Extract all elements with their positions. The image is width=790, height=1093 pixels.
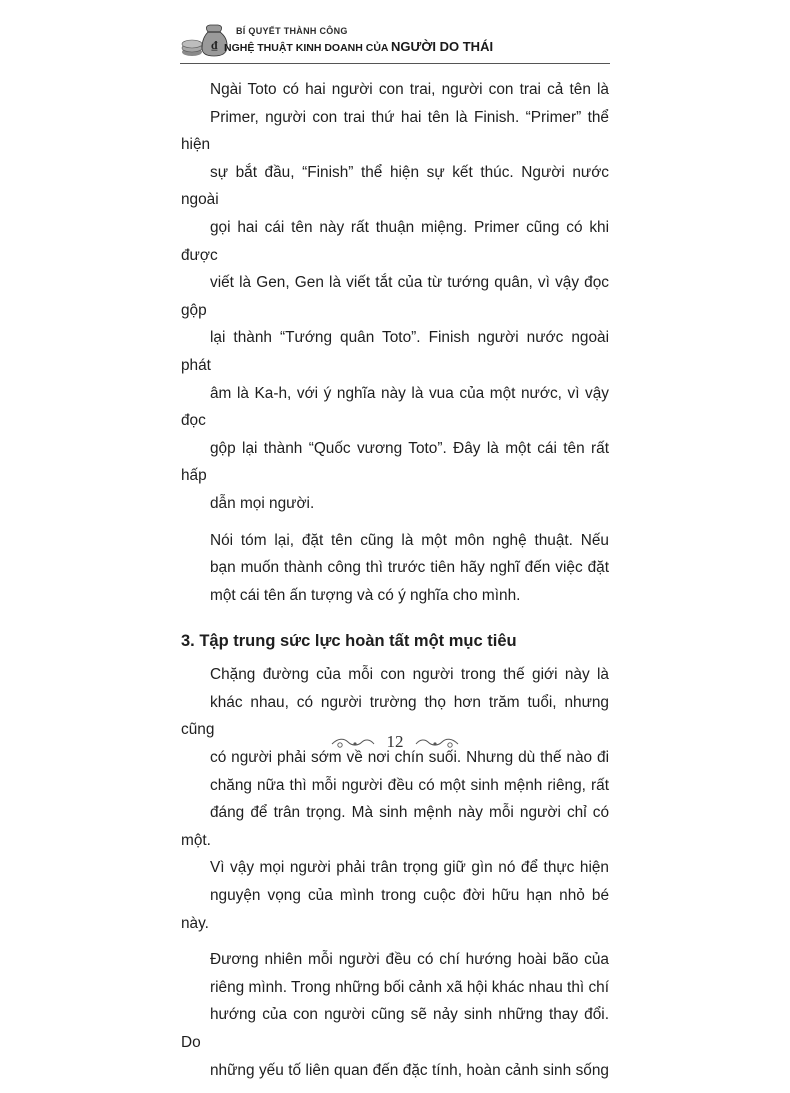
text-line: dẫn mọi người. <box>210 494 315 512</box>
flourish-right-icon <box>414 736 460 752</box>
text-line: Đương nhiên mỗi người đều có chí hướng hoài bão của <box>210 951 609 969</box>
text-line: nguyện vọng của mình trong cuộc đời hữu hạn nhỏ bé này. <box>181 887 609 932</box>
text-line: viết là Gen, Gen là viết tắt của từ tướng quân, vì vậy đọc gộp <box>181 274 609 319</box>
paragraph-1 <box>181 76 609 518</box>
page-body <box>181 76 609 1093</box>
text-line: Ngài Toto có hai người con trai, người con trai cả tên là <box>210 81 609 98</box>
header-divider <box>180 63 610 64</box>
text-line: những yếu tố liên quan đến đặc tính, hoàn cảnh sinh sống <box>210 1061 609 1079</box>
paragraph-4 <box>181 946 609 1084</box>
text-line: Chặng đường của mỗi con người trong thế giới này là <box>210 666 609 684</box>
text-line: bạn muốn thành công thì trước tiên hãy nghĩ đến việc đặt <box>210 559 609 577</box>
header-title-prefix: NGHỆ THUẬT KINH DOANH CỦA <box>224 42 392 54</box>
text-line: hướng của con người cũng sẽ nảy sinh những thay đổi. Do <box>181 1006 609 1051</box>
flourish-left-icon <box>330 736 376 752</box>
text-line: gọi hai cái tên này rất thuận miệng. Primer cũng có khi được <box>181 218 609 264</box>
text-line: đáng để trân trọng. Mà sinh mệnh này mỗi người chỉ có một. <box>181 804 609 849</box>
money-bag-logo-icon <box>180 22 230 58</box>
text-line: Vì vậy mọi người phải trân trọng giữ gìn nó để thực hiện <box>210 859 609 877</box>
paragraph-3 <box>181 661 609 937</box>
page-footer <box>330 730 460 758</box>
running-header <box>180 22 600 62</box>
header-title-emphasis: NGƯỜI DO THÁI <box>391 39 494 54</box>
text-line: Nói tóm lại, đặt tên cũng là một môn nghệ thuật. Nếu <box>210 531 609 549</box>
text-line: sự bắt đầu, “Finish” thể hiện sự kết thúc. Người nước ngoài <box>181 163 609 209</box>
text-line: âm là Ka-h, với ý nghĩa này là vua của một nước, vì vậy đọc <box>181 384 609 430</box>
text-line: chăng nữa thì mỗi người đều có một sinh mệnh riêng, rất <box>210 776 609 794</box>
text-line: lại thành “Tướng quân Toto”. Finish người nước ngoài phát <box>181 329 609 374</box>
page-number: 12 <box>386 732 404 751</box>
text-line: Primer, người con trai thứ hai tên là Finish. “Primer” thể hiện <box>181 108 609 154</box>
text-line: khác nhau, có người trường thọ hơn trăm tuổi, nhưng cũng <box>181 693 609 739</box>
paragraph-2 <box>181 527 609 610</box>
text-line: riêng mình. Trong những bối cảnh xã hội khác nhau thì chí <box>210 978 609 996</box>
header-title <box>224 39 493 54</box>
svg-text:₫: ₫ <box>211 38 218 52</box>
header-series: BÍ QUYẾT THÀNH CÔNG <box>236 26 348 36</box>
section-heading: 3. Tập trung sức lực hoàn tất một mục tiêu <box>181 632 517 651</box>
text-line: một cái tên ấn tượng và có ý nghĩa cho mình. <box>210 586 521 604</box>
text-line: gộp lại thành “Quốc vương Toto”. Đây là một cái tên rất hấp <box>181 439 609 485</box>
text-line: có người phải sớm về nơi chín suối. Nhưng dù thế nào đi <box>210 749 609 767</box>
